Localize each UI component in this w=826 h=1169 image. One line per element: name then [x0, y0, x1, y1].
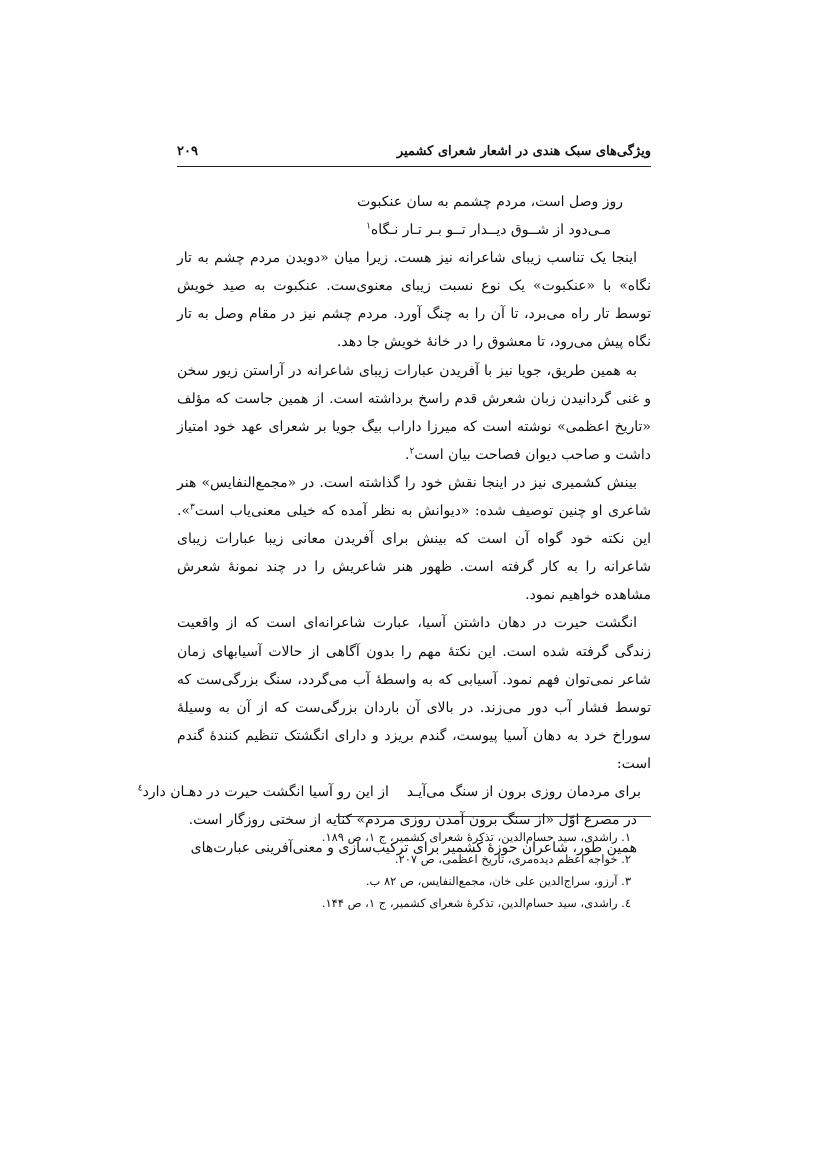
paragraph-3-text-a: بینش کشمیری نیز در اینجا نقش خود را گذاشته است. در «مجمع‌النفایس» هنر شاعری او چنین توصیف شده: «دیوانش به نظر آمده که خیلی معنی‌یاب است — [177, 474, 651, 520]
footnote-2: ۲. خواجه اعظم دیده‌مری، تاریخ اعظمی، ص ۲۰۷. — [394, 852, 631, 866]
paragraph-4: انگشت حیرت در دهان داشتن آسیا، عبارت شاعرانه‌ای است که از واقعیت زندگی گرفته شده است. این نکتهٔ مهم را بدون آگاهی از حالات آسیابهای زمان شاعر نمی‌توان فهم نمود. آسیابی که به واسطهٔ آب می‌گردد، سنگ بزرگی‌ست که توسط فشار آب دور می‌زند. در بالای آن باردان بزرگی‌ست که از آن به وسیلهٔ سوراخ خرد به دهان آسیا پیوست، گندم بریزد و دارای انگشتک تنظیم کنندهٔ گندم است: — [177, 615, 651, 772]
footnote-ref-3: ۳ — [190, 502, 195, 513]
footnote-ref-2: ۲ — [409, 446, 415, 457]
verse-line-2 — [177, 216, 651, 244]
verse-line-2-text: مـی‌دود از شــوق دیــدار تــو بـر تـار نـگاه — [370, 222, 611, 239]
paragraph-3-text-b: ». این نکته خود گواه آن است که بینش برای آفریدن معانی زیبا عبارات زیبای شاعرانه را به کار گرفته است. ظهور هنر شاعریش را در چند نمونهٔ شعرش مشاهده خواهیم نمود. — [177, 503, 651, 604]
verse-hemistich-2: از این رو آسیا انگشت حیرت در دهـان دارد — [142, 783, 389, 800]
footnote-ref-4: ٤ — [137, 783, 143, 794]
footnote-4: ٤. راشدی، سید حسام‌الدین، تذکرهٔ شعرای کشمیر، ج ۱، ص ۱۴۴. — [321, 896, 631, 910]
paragraph-3 — [177, 469, 651, 609]
verse-couplet — [137, 778, 651, 806]
page-number: ۲۰۹ — [177, 144, 198, 159]
footnote-3: ۳. آرزو، سراج‌الدین علی خان، مجمع‌النفایس، ص ۸۲ ب. — [365, 874, 631, 888]
main-text — [137, 188, 651, 862]
running-header — [177, 140, 651, 167]
footnote-1: ۱. راشدی، سید حسام‌الدین، تذکرهٔ شعرای کشمیر، ج ۱، ص ۱۸۹. — [321, 830, 631, 844]
paragraph-5: در مصرع اوّل «از سنگ برون آمدن روزی مردم» کنایه از سختی روزگار است. — [188, 812, 637, 829]
running-title: ویژگی‌های سبک هندی در اشعار شعرای کشمیر — [396, 144, 651, 159]
footnotes — [177, 826, 651, 914]
paragraph-1: اینجا یک تناسب زیبای شاعرانه نیز هست. زیرا میان «دویدن مردم چشم به تار نگاه» با «عنکبوت» یک نوع نسبت زیبای معنوی‌ست. عنکبوت به صید خویش توسط تار راه می‌برد، تا آن را به چنگ آورد. مردم چشم نیز در مقام وصل به تار نگاه پیش می‌رود، تا معشوق را در خانهٔ خویش جا دهد. — [177, 250, 651, 351]
footnote-separator — [336, 816, 651, 817]
footnote-ref-1: ۱ — [366, 221, 371, 232]
paragraph-6: همین طور، شاعران حوزهٔ کشمیر برای ترکیب‌سازی و معنی‌آفرینی عبارت‌های — [190, 840, 637, 857]
verse-line-1: روز وصل است، مردم چشمم به سان عنکبوت — [357, 194, 623, 210]
verse-hemistich-1: برای مردمان روزی برون از سنگ می‌آیـد — [406, 783, 641, 800]
paragraph-2-end: . — [405, 446, 410, 463]
paragraph-2-text: به همین طریق، جویا نیز با آفریدن عبارات زیبای شاعرانه در آراستن زیور سخن و غنی گردانیدن زبان شعرش قدم راسخ برداشته است. از همین جاست که مؤلف «تاریخ اعظمی» نوشته است که میرزا داراب بیگ جویا بر شعرای عهد خود امتیاز داشت و صاحب دیوان فصاحت بیان است — [177, 362, 651, 463]
paragraph-2 — [177, 357, 651, 469]
